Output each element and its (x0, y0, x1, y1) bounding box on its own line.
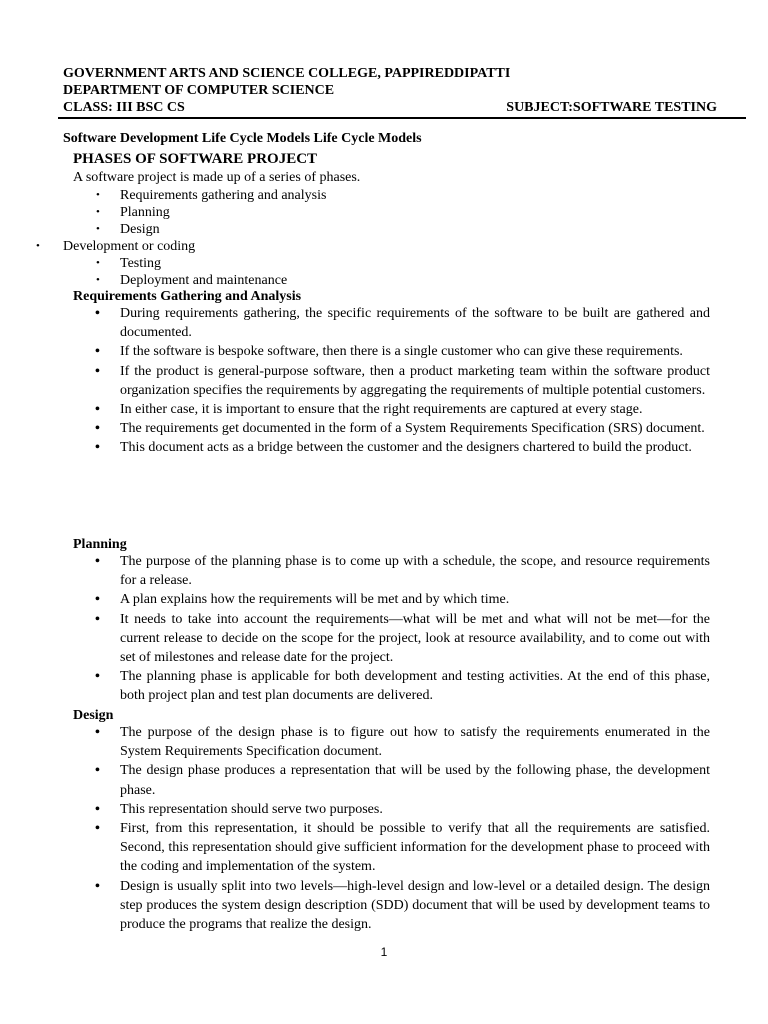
page-number: 1 (380, 945, 388, 959)
section-heading-design: Design (73, 708, 114, 723)
bullet-icon: • (96, 223, 100, 235)
department-name: DEPARTMENT OF COMPUTER SCIENCE (63, 83, 335, 98)
bullet-icon: • (95, 363, 100, 379)
list-item (0, 221, 768, 238)
bullet-icon: • (95, 344, 100, 360)
list-item (0, 400, 710, 419)
phases-heading: PHASES OF SOFTWARE PROJECT (73, 151, 318, 167)
bullet-icon: • (95, 725, 100, 740)
list-item-text: It needs to take into account the requirements—what will be met and what will not be met—for the current release to decide on the scope for the project, look at resource availability, and to come out with set of milestones and release date for the project. (120, 611, 710, 666)
list-item-text: This document acts as a bridge between the customer and the designers chartered to build the product. (120, 440, 692, 456)
list-item-text: First, from this representation, it should be possible to verify that all the requirements are satisfied. Second, this representation should give sufficient information for the development phase to proceed with the coding and implementation of the system. (120, 821, 710, 875)
list-item (0, 362, 710, 400)
bullet-icon: • (95, 402, 100, 418)
list-item (0, 667, 710, 705)
list-item (0, 438, 710, 457)
list-item-text: During requirements gathering, the specific requirements of the software to be built are gathered and documented. (120, 306, 710, 341)
bullet-icon: • (95, 421, 100, 437)
bullet-icon: • (96, 206, 100, 218)
phases-list-a (0, 187, 768, 238)
bullet-icon: • (96, 189, 100, 201)
list-item (0, 272, 768, 289)
list-item-text: Requirements gathering and analysis (120, 188, 327, 203)
bullet-icon: • (96, 257, 100, 269)
list-item (0, 761, 710, 799)
phases-list-b (0, 255, 768, 289)
bullet-icon: • (95, 801, 100, 817)
bullet-icon: • (95, 821, 100, 837)
list-item (0, 204, 768, 221)
bullet-icon: • (95, 611, 100, 627)
design-list (0, 723, 768, 934)
bullet-icon: • (96, 274, 100, 286)
class-label: CLASS: III BSC CS (63, 100, 185, 115)
bullet-icon: • (95, 878, 100, 894)
list-item-text: Testing (120, 256, 162, 271)
list-item (0, 723, 710, 761)
list-item-text: The purpose of the design phase is to figure out how to satisfy the requirements enumerated in the System Requirements Specification document. (120, 725, 710, 760)
class-subject-row (63, 99, 717, 116)
list-item-text: Design (120, 222, 160, 237)
requirements-list (0, 304, 768, 458)
bullet-icon: • (36, 240, 40, 252)
bullet-icon: • (95, 440, 100, 456)
list-item-text: A plan explains how the requirements will be met and by which time. (120, 592, 510, 608)
list-item (0, 419, 710, 438)
list-item (36, 238, 196, 255)
list-item (0, 255, 768, 272)
list-item (0, 342, 710, 361)
list-item-text: In either case, it is important to ensure that the right requirements are captured at every stage. (120, 402, 643, 418)
list-item (0, 877, 710, 935)
subject-label: SUBJECT:SOFTWARE TESTING (506, 100, 717, 115)
list-item-text: The purpose of the planning phase is to come up with a schedule, the scope, and resource requirements for a release. (120, 554, 710, 589)
list-item (0, 304, 710, 342)
list-item-text: The requirements get documented in the form of a System Requirements Specification (SRS) document. (120, 421, 705, 437)
bullet-icon: • (95, 669, 100, 685)
section-heading-requirements: Requirements Gathering and Analysis (73, 289, 302, 304)
list-item-text: Development or coding (63, 239, 196, 254)
document-header (63, 65, 717, 116)
bullet-icon: • (95, 592, 100, 608)
list-item (0, 800, 710, 819)
document-title: Software Development Life Cycle Models Life Cycle Models (63, 131, 422, 146)
section-heading-planning: Planning (73, 537, 127, 552)
list-item-text: If the product is general-purpose software, then a product marketing team within the software product organization specifies the requirements by aggregating the requirements of multiple potential customers. (120, 363, 710, 398)
list-item (0, 187, 768, 204)
list-item-text: Planning (120, 205, 170, 220)
planning-list (0, 552, 768, 706)
phases-intro: A software project is made up of a series of phases. (73, 170, 361, 185)
list-item (0, 590, 710, 609)
list-item-text: The planning phase is applicable for both development and testing activities. At the end of this phase, both project plan and test plan documents are delivered. (120, 669, 710, 704)
list-item-text: This representation should serve two purposes. (120, 801, 383, 817)
bullet-icon: • (95, 554, 100, 569)
bullet-icon: • (95, 306, 100, 321)
list-item (0, 819, 710, 877)
bullet-icon: • (95, 763, 100, 779)
list-item (0, 552, 710, 590)
list-item-text: Design is usually split into two levels—high-level design and low-level or a detailed design. The design step produces the system design description (SDD) document that will be used by development teams to produce the programs that realize the design. (120, 878, 710, 933)
list-item-text: Deployment and maintenance (120, 273, 288, 288)
list-item-text: The design phase produces a representation that will be used by the following phase, the development phase. (120, 763, 710, 798)
list-item (0, 610, 710, 668)
college-name: GOVERNMENT ARTS AND SCIENCE COLLEGE, PAPPIREDDIPATTI (63, 66, 511, 81)
header-divider (58, 117, 746, 119)
list-item-text: If the software is bespoke software, then there is a single customer who can give these requirements. (120, 344, 683, 360)
